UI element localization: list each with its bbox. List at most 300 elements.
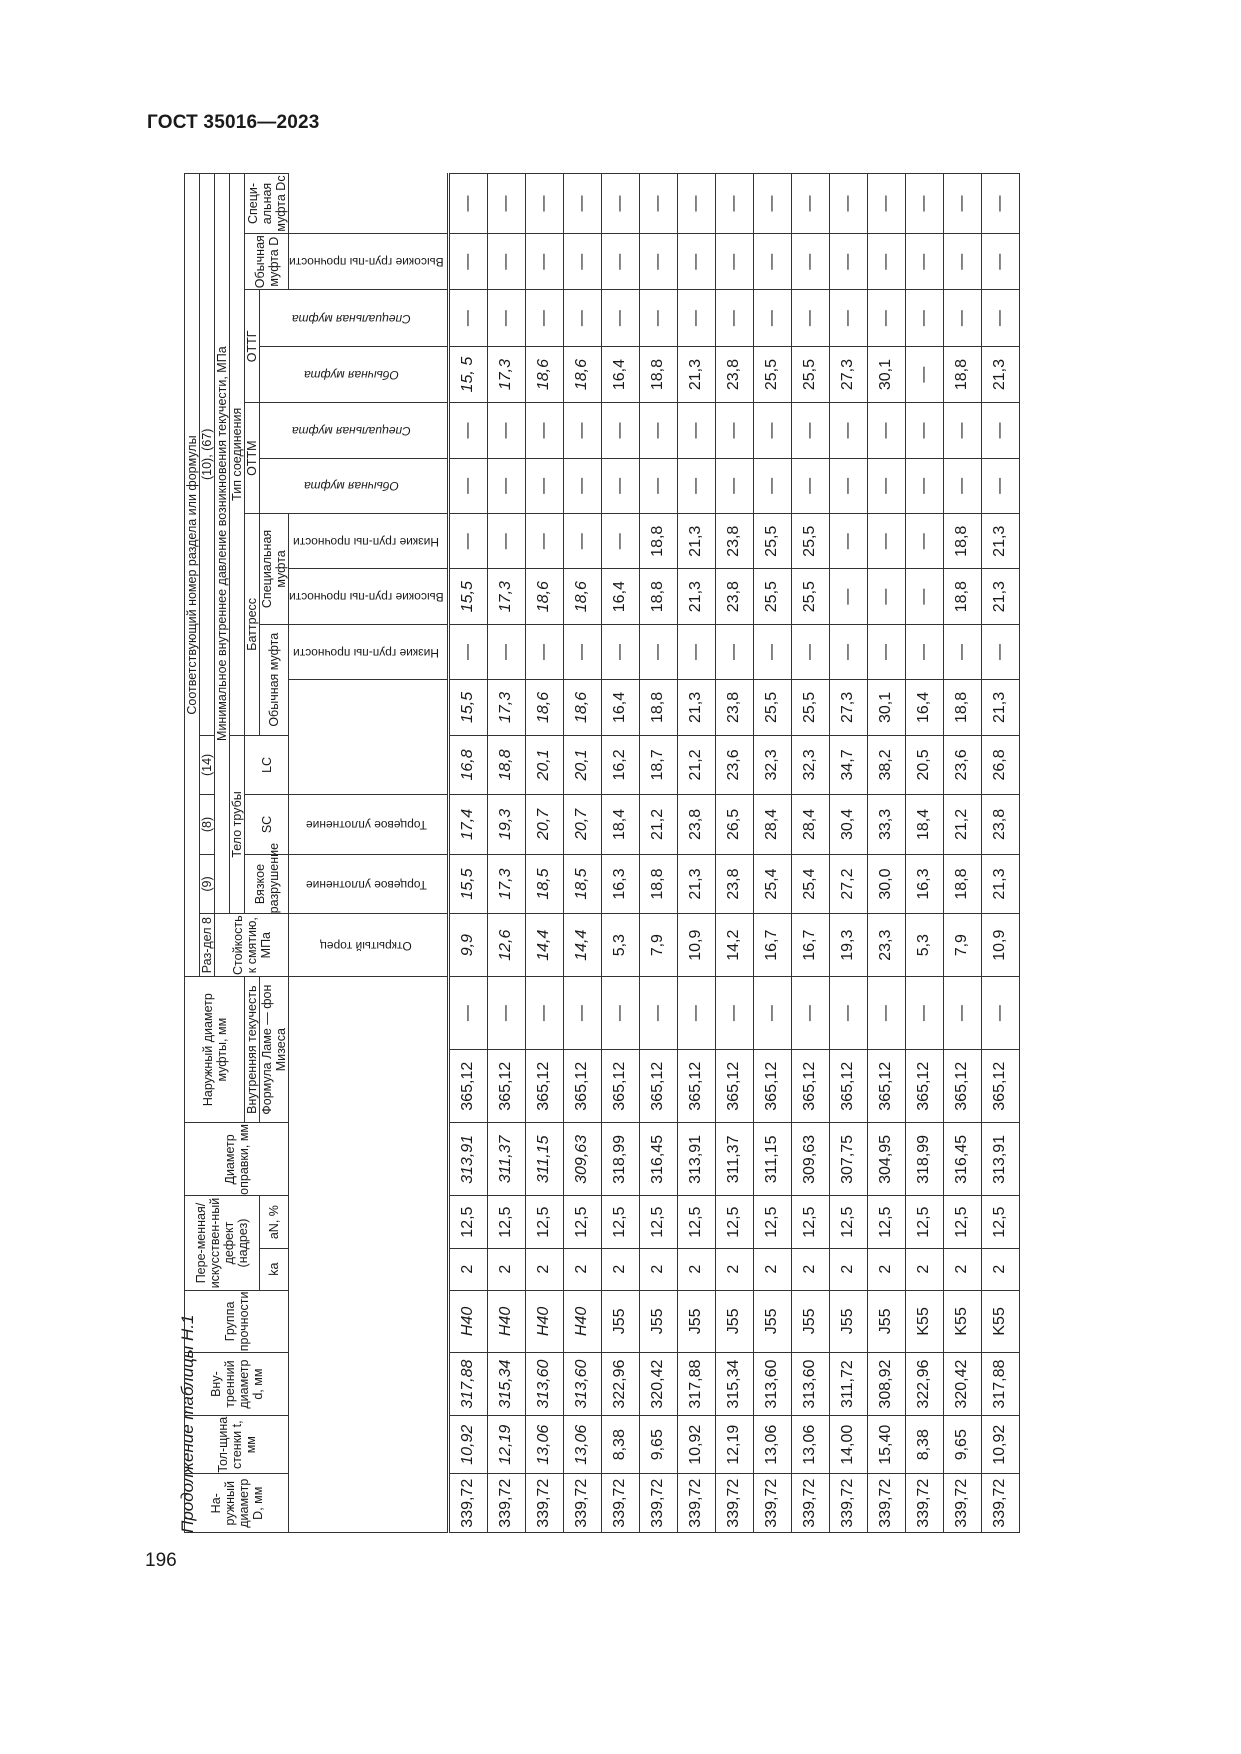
cell-grade: H40 (448, 1290, 487, 1353)
col-outer-diameter: На-ружный диаметр D, мм (185, 1474, 289, 1533)
cell-an: 12,5 (487, 1196, 525, 1248)
cell-ka: 2 (715, 1248, 753, 1290)
col-buttress-special: Специальная муфта (260, 514, 289, 625)
cell-lc: — (753, 624, 791, 679)
cell-ottm_r: 27,3 (829, 346, 867, 402)
cell-ka: 2 (943, 1248, 981, 1290)
cell-d: 322,96 (905, 1353, 943, 1416)
cell-ka: 2 (867, 1248, 905, 1290)
cell-D: 339,72 (487, 1474, 525, 1533)
cell-ottg_s: — (829, 174, 867, 234)
cell-ottg_s: — (791, 174, 829, 234)
cell-b_sh: — (829, 403, 867, 458)
cell-b_rh: 18,8 (943, 514, 981, 569)
cell-collapse: 23,3 (867, 914, 905, 977)
cell-grade: H40 (487, 1290, 525, 1353)
cell-grade: J55 (639, 1290, 677, 1353)
cell-ottm_s: — (639, 290, 677, 346)
cell-b_sh: — (867, 403, 905, 458)
cell-ottg_s: — (487, 174, 525, 234)
cell-b_rl: 18,6 (525, 569, 563, 624)
cell-b_sl: — (981, 458, 1019, 513)
cell-ottg_s: — (981, 174, 1019, 234)
cell-ottg_r: — (639, 233, 677, 289)
cell-lc: — (639, 624, 677, 679)
cell-mandrel: 311,37 (715, 1123, 753, 1196)
cell-ka: 2 (639, 1248, 677, 1290)
cell-cod: 365,12 (905, 1050, 943, 1123)
cell-ottm_s: — (487, 290, 525, 346)
cell-D: 339,72 (525, 1474, 563, 1533)
cell-b_rl: 25,5 (791, 569, 829, 624)
cell-sc: 21,3 (981, 680, 1019, 735)
cell-seal1: 33,3 (867, 795, 905, 855)
col-regular-coupling: Обычная муфта D (245, 233, 289, 289)
col-strength-group: Группа прочности (185, 1290, 289, 1353)
cell-an: 12,5 (981, 1196, 1019, 1248)
cell-ottg_s: — (601, 174, 639, 234)
cell-ottm_s: — (563, 290, 601, 346)
cell-D: 339,72 (791, 1474, 829, 1533)
cell-D: 339,72 (677, 1474, 715, 1533)
col-low2: Низкие груп-пы прочности (289, 514, 449, 569)
cell-seal1: 21,2 (943, 795, 981, 855)
cell-sc: 16,4 (601, 680, 639, 735)
cell-grade: H40 (525, 1290, 563, 1353)
cell-ottm_s: — (905, 290, 943, 346)
cell-an: 12,5 (563, 1196, 601, 1248)
cell-mandrel: 316,45 (943, 1123, 981, 1196)
col-section-formula: Соответствующий номер раздела или формулы (185, 174, 200, 977)
cell-ottm_s: — (867, 290, 905, 346)
cell-open: 25,4 (791, 854, 829, 914)
cell-b_rh: 25,5 (753, 514, 791, 569)
cell-ottg_s: — (677, 174, 715, 234)
cell-b_rl: 18,8 (943, 569, 981, 624)
cell-lc: — (829, 624, 867, 679)
cell-cod: 365,12 (867, 1050, 905, 1123)
cell-mandrel: 307,75 (829, 1123, 867, 1196)
cell-seal2: 26,8 (981, 735, 1019, 795)
cell-open: 17,3 (487, 854, 525, 914)
cell-collapse: 16,7 (753, 914, 791, 977)
cell-grade: K55 (905, 1290, 943, 1353)
cell-ottg_s: — (448, 174, 487, 234)
cell-b_rl: 17,3 (487, 569, 525, 624)
cell-b_rl: 23,8 (715, 569, 753, 624)
cell-csp: — (867, 977, 905, 1050)
col-ka: ka (260, 1248, 289, 1290)
cell-csp: — (677, 977, 715, 1050)
cell-seal1: 18,4 (905, 795, 943, 855)
cell-b_sl: — (563, 458, 601, 513)
cell-b_rl: 21,3 (677, 569, 715, 624)
cell-grade: J55 (715, 1290, 753, 1353)
cell-ottm_s: — (677, 290, 715, 346)
cell-t: 13,06 (753, 1415, 791, 1474)
cell-ottm_r: 18,6 (525, 346, 563, 402)
cell-ottg_r: — (563, 233, 601, 289)
table-row (448, 174, 487, 1533)
cell-collapse: 16,7 (791, 914, 829, 977)
cell-grade: K55 (981, 1290, 1019, 1353)
cell-open: 18,5 (525, 854, 563, 914)
cell-an: 12,5 (448, 1196, 487, 1248)
cell-b_sl: — (715, 458, 753, 513)
cell-b_rh: — (525, 514, 563, 569)
cell-d: 308,92 (867, 1353, 905, 1416)
cell-grade: J55 (791, 1290, 829, 1353)
cell-ottm_r: 16,4 (601, 346, 639, 402)
table-row (791, 174, 829, 1533)
cell-t: 9,65 (943, 1415, 981, 1474)
cell-b_rh: — (829, 514, 867, 569)
cell-sc: 25,5 (753, 680, 791, 735)
cell-collapse: 7,9 (639, 914, 677, 977)
cell-csp: — (525, 977, 563, 1050)
table-row (829, 174, 867, 1533)
cell-an: 12,5 (829, 1196, 867, 1248)
cell-an: 12,5 (715, 1196, 753, 1248)
cell-sc: 23,8 (715, 680, 753, 735)
cell-ottg_s: — (905, 174, 943, 234)
col-end-seal-1: Торцевое уплотнение (289, 854, 449, 914)
col-mandrel: Диаметр оправки, мм (185, 1123, 289, 1196)
cell-csp: — (601, 977, 639, 1050)
cell-ottg_r: — (981, 233, 1019, 289)
cell-grade: J55 (677, 1290, 715, 1353)
cell-b_rh: 21,3 (981, 514, 1019, 569)
cell-ka: 2 (791, 1248, 829, 1290)
cell-cod: 365,12 (677, 1050, 715, 1123)
col-high2: Высокие груп-пы прочности (289, 233, 449, 289)
strength-table (184, 173, 1020, 1533)
cell-b_rl: — (867, 569, 905, 624)
cell-mandrel: 316,45 (639, 1123, 677, 1196)
cell-csp: — (448, 977, 487, 1050)
cell-cod: 365,12 (943, 1050, 981, 1123)
cell-ka: 2 (905, 1248, 943, 1290)
cell-d: 313,60 (791, 1353, 829, 1416)
cell-ka: 2 (829, 1248, 867, 1290)
cell-an: 12,5 (905, 1196, 943, 1248)
cell-ottg_r: — (677, 233, 715, 289)
col-connection-type: Тип соединения (230, 174, 245, 736)
cell-csp: — (639, 977, 677, 1050)
cell-seal1: 26,5 (715, 795, 753, 855)
cell-sc: 17,3 (487, 680, 525, 735)
cell-mandrel: 318,99 (905, 1123, 943, 1196)
cell-sc: 15,5 (448, 680, 487, 735)
cell-ka: 2 (753, 1248, 791, 1290)
cell-grade: J55 (829, 1290, 867, 1353)
cell-b_sh: — (791, 403, 829, 458)
cell-lc: — (905, 624, 943, 679)
cell-b_rl: 15,5 (448, 569, 487, 624)
cell-ottm_s: — (791, 290, 829, 346)
cell-b_sh: — (677, 403, 715, 458)
cell-lc: — (525, 624, 563, 679)
cell-csp: — (753, 977, 791, 1050)
cell-open: 16,3 (601, 854, 639, 914)
cell-sc: 25,5 (791, 680, 829, 735)
cell-mandrel: 309,63 (563, 1123, 601, 1196)
cell-b_sh: — (563, 403, 601, 458)
cell-cod: 365,12 (639, 1050, 677, 1123)
cell-b_rl: — (829, 569, 867, 624)
cell-open: 15,5 (448, 854, 487, 914)
cell-an: 12,5 (943, 1196, 981, 1248)
table-row (867, 174, 905, 1533)
cell-b_sl: — (639, 458, 677, 513)
cell-seal1: 28,4 (791, 795, 829, 855)
cell-seal1: 23,8 (677, 795, 715, 855)
cell-b_sh: — (525, 403, 563, 458)
cell-collapse: 7,9 (943, 914, 981, 977)
cell-collapse: 9,9 (448, 914, 487, 977)
cell-collapse: 14,4 (563, 914, 601, 977)
cell-t: 13,06 (525, 1415, 563, 1474)
col-internal-yield: Внутренняя текучесть (245, 977, 260, 1123)
cell-t: 14,00 (829, 1415, 867, 1474)
cell-b_sl: — (677, 458, 715, 513)
cell-b_sl: — (943, 458, 981, 513)
cell-b_sh: — (639, 403, 677, 458)
cell-ottg_r: — (753, 233, 791, 289)
cell-cod: 365,12 (829, 1050, 867, 1123)
cell-seal1: 17,4 (448, 795, 487, 855)
cell-b_rh: 18,8 (639, 514, 677, 569)
cell-ottg_s: — (639, 174, 677, 234)
col-buttress-regular: Обычная муфта (260, 624, 289, 735)
cell-lc: — (943, 624, 981, 679)
cell-lc: — (867, 624, 905, 679)
cell-b_sl: — (791, 458, 829, 513)
ref-f9: (9) (200, 854, 215, 914)
cell-ottm_s: — (981, 290, 1019, 346)
cell-b_rh: — (563, 514, 601, 569)
cell-seal1: 28,4 (753, 795, 791, 855)
cell-sc: 18,8 (943, 680, 981, 735)
col-ottm-regular: Обычная муфта (260, 458, 449, 513)
ref-section8: Раз-дел 8 (200, 914, 215, 977)
cell-ka: 2 (487, 1248, 525, 1290)
cell-b_rh: — (487, 514, 525, 569)
cell-t: 12,19 (715, 1415, 753, 1474)
cell-ottm_r: 21,3 (677, 346, 715, 402)
cell-D: 339,72 (753, 1474, 791, 1533)
cell-ottm_r: 30,1 (867, 346, 905, 402)
cell-cod: 365,12 (715, 1050, 753, 1123)
cell-mandrel: 313,91 (677, 1123, 715, 1196)
cell-open: 16,3 (905, 854, 943, 914)
col-an: aN, % (260, 1196, 289, 1248)
document-header: ГОСТ 35016—2023 (147, 112, 320, 133)
cell-b_sl: — (525, 458, 563, 513)
cell-b_rl: — (905, 569, 943, 624)
cell-d: 313,60 (525, 1353, 563, 1416)
cell-an: 12,5 (639, 1196, 677, 1248)
cell-d: 320,42 (639, 1353, 677, 1416)
cell-ottg_r: — (867, 233, 905, 289)
col-open-end: Открытый торец (289, 914, 449, 977)
cell-grade: J55 (601, 1290, 639, 1353)
col-ductile: Вязкое разрушение (245, 854, 289, 914)
col-ottm-special: Специальная муфта (260, 403, 449, 458)
cell-seal2: 16,8 (448, 735, 487, 795)
cell-ottg_s: — (525, 174, 563, 234)
cell-D: 339,72 (829, 1474, 867, 1533)
cell-collapse: 10,9 (981, 914, 1019, 977)
cell-d: 320,42 (943, 1353, 981, 1416)
cell-mandrel: 311,37 (487, 1123, 525, 1196)
cell-open: 25,4 (753, 854, 791, 914)
cell-lc: — (601, 624, 639, 679)
cell-b_rl: 18,6 (563, 569, 601, 624)
table-row (601, 174, 639, 1533)
col-special-coupling: Специ-альная муфта Dc (245, 175, 288, 232)
cell-grade: J55 (753, 1290, 791, 1353)
table-row (677, 174, 715, 1533)
cell-csp: — (791, 977, 829, 1050)
cell-cod: 365,12 (981, 1050, 1019, 1123)
table-body (448, 174, 1019, 1533)
cell-sc: 30,1 (867, 680, 905, 735)
cell-open: 23,8 (715, 854, 753, 914)
cell-seal1: 23,8 (981, 795, 1019, 855)
cell-ottg_r: — (715, 233, 753, 289)
cell-ottg_r: — (943, 233, 981, 289)
cell-mandrel: 304,95 (867, 1123, 905, 1196)
cell-ka: 2 (525, 1248, 563, 1290)
cell-seal2: 20,1 (525, 735, 563, 795)
cell-seal1: 21,2 (639, 795, 677, 855)
col-buttress: Баттресс (245, 514, 260, 736)
cell-seal1: 18,4 (601, 795, 639, 855)
cell-t: 10,92 (981, 1415, 1019, 1474)
cell-ottm_s: — (525, 290, 563, 346)
cell-t: 15,40 (867, 1415, 905, 1474)
cell-collapse: 12,6 (487, 914, 525, 977)
col-low1: Низкие груп-пы прочности (289, 624, 449, 679)
cell-sc: 27,3 (829, 680, 867, 735)
cell-ottm_r: 15, 5 (448, 346, 487, 402)
cell-open: 18,5 (563, 854, 601, 914)
cell-b_rh: 25,5 (791, 514, 829, 569)
cell-b_sh: — (943, 403, 981, 458)
cell-b_rl: 25,5 (753, 569, 791, 624)
cell-seal1: 20,7 (563, 795, 601, 855)
col-inner-diameter: Вну-тренний диаметр d, мм (185, 1353, 289, 1416)
cell-ka: 2 (981, 1248, 1019, 1290)
cell-ka: 2 (448, 1248, 487, 1290)
col-coupling-od: Наружный диаметр муфты, мм (185, 977, 245, 1123)
cell-sc: 21,3 (677, 680, 715, 735)
cell-d: 317,88 (448, 1353, 487, 1416)
cell-lc: — (715, 624, 753, 679)
cell-b_rh: — (601, 514, 639, 569)
cell-seal1: 30,4 (829, 795, 867, 855)
cell-b_sh: — (487, 403, 525, 458)
cell-cod: 365,12 (487, 1050, 525, 1123)
cell-ottm_r: 21,3 (981, 346, 1019, 402)
cell-an: 12,5 (601, 1196, 639, 1248)
cell-b_sl: — (448, 458, 487, 513)
cell-ottm_s: — (715, 290, 753, 346)
cell-b_sh: — (753, 403, 791, 458)
cell-lc: — (448, 624, 487, 679)
cell-ottg_s: — (715, 174, 753, 234)
table-row (981, 174, 1019, 1533)
cell-seal2: 21,2 (677, 735, 715, 795)
cell-d: 313,60 (563, 1353, 601, 1416)
cell-cod: 365,12 (601, 1050, 639, 1123)
cell-collapse: 19,3 (829, 914, 867, 977)
cell-ottg_s: — (867, 174, 905, 234)
table-row (905, 174, 943, 1533)
cell-t: 12,19 (487, 1415, 525, 1474)
cell-t: 10,92 (448, 1415, 487, 1474)
cell-ottg_r: — (829, 233, 867, 289)
cell-cod: 365,12 (448, 1050, 487, 1123)
cell-b_sh: — (715, 403, 753, 458)
cell-D: 339,72 (905, 1474, 943, 1533)
cell-ottg_r: — (601, 233, 639, 289)
cell-D: 339,72 (448, 1474, 487, 1533)
col-sc: SC (245, 795, 289, 855)
cell-b_sl: — (905, 458, 943, 513)
cell-open: 27,2 (829, 854, 867, 914)
cell-lc: — (677, 624, 715, 679)
cell-seal2: 23,6 (943, 735, 981, 795)
cell-d: 322,96 (601, 1353, 639, 1416)
cell-grade: K55 (943, 1290, 981, 1353)
cell-ottm_s: — (448, 290, 487, 346)
cell-t: 10,92 (677, 1415, 715, 1474)
cell-seal2: 32,3 (753, 735, 791, 795)
cell-b_rh: — (867, 514, 905, 569)
cell-lc: — (487, 624, 525, 679)
cell-ottg_r: — (905, 233, 943, 289)
ref-f14: (14) (200, 735, 215, 795)
cell-seal2: 18,8 (487, 735, 525, 795)
cell-csp: — (563, 977, 601, 1050)
cell-lc: — (791, 624, 829, 679)
cell-d: 317,88 (677, 1353, 715, 1416)
cell-ottm_s: — (943, 290, 981, 346)
cell-seal1: 20,7 (525, 795, 563, 855)
cell-csp: — (487, 977, 525, 1050)
cell-D: 339,72 (563, 1474, 601, 1533)
col-ottg-regular: Обычная муфта (260, 346, 449, 402)
cell-ottm_s: — (753, 290, 791, 346)
cell-collapse: 5,3 (905, 914, 943, 977)
cell-b_sl: — (601, 458, 639, 513)
cell-mandrel: 309,63 (791, 1123, 829, 1196)
cell-an: 12,5 (525, 1196, 563, 1248)
col-wall-thickness: Тол-щина стенки t, мм (185, 1415, 289, 1474)
cell-b_sl: — (829, 458, 867, 513)
col-ottg: ОТТГ (245, 290, 260, 403)
cell-an: 12,5 (791, 1196, 829, 1248)
table-row (753, 174, 791, 1533)
cell-ottg_r: — (487, 233, 525, 289)
cell-sc: 18,6 (525, 680, 563, 735)
cell-collapse: 10,9 (677, 914, 715, 977)
cell-b_sh: — (905, 403, 943, 458)
col-high1: Высокие груп-пы прочности (289, 569, 449, 624)
cell-mandrel: 311,15 (525, 1123, 563, 1196)
